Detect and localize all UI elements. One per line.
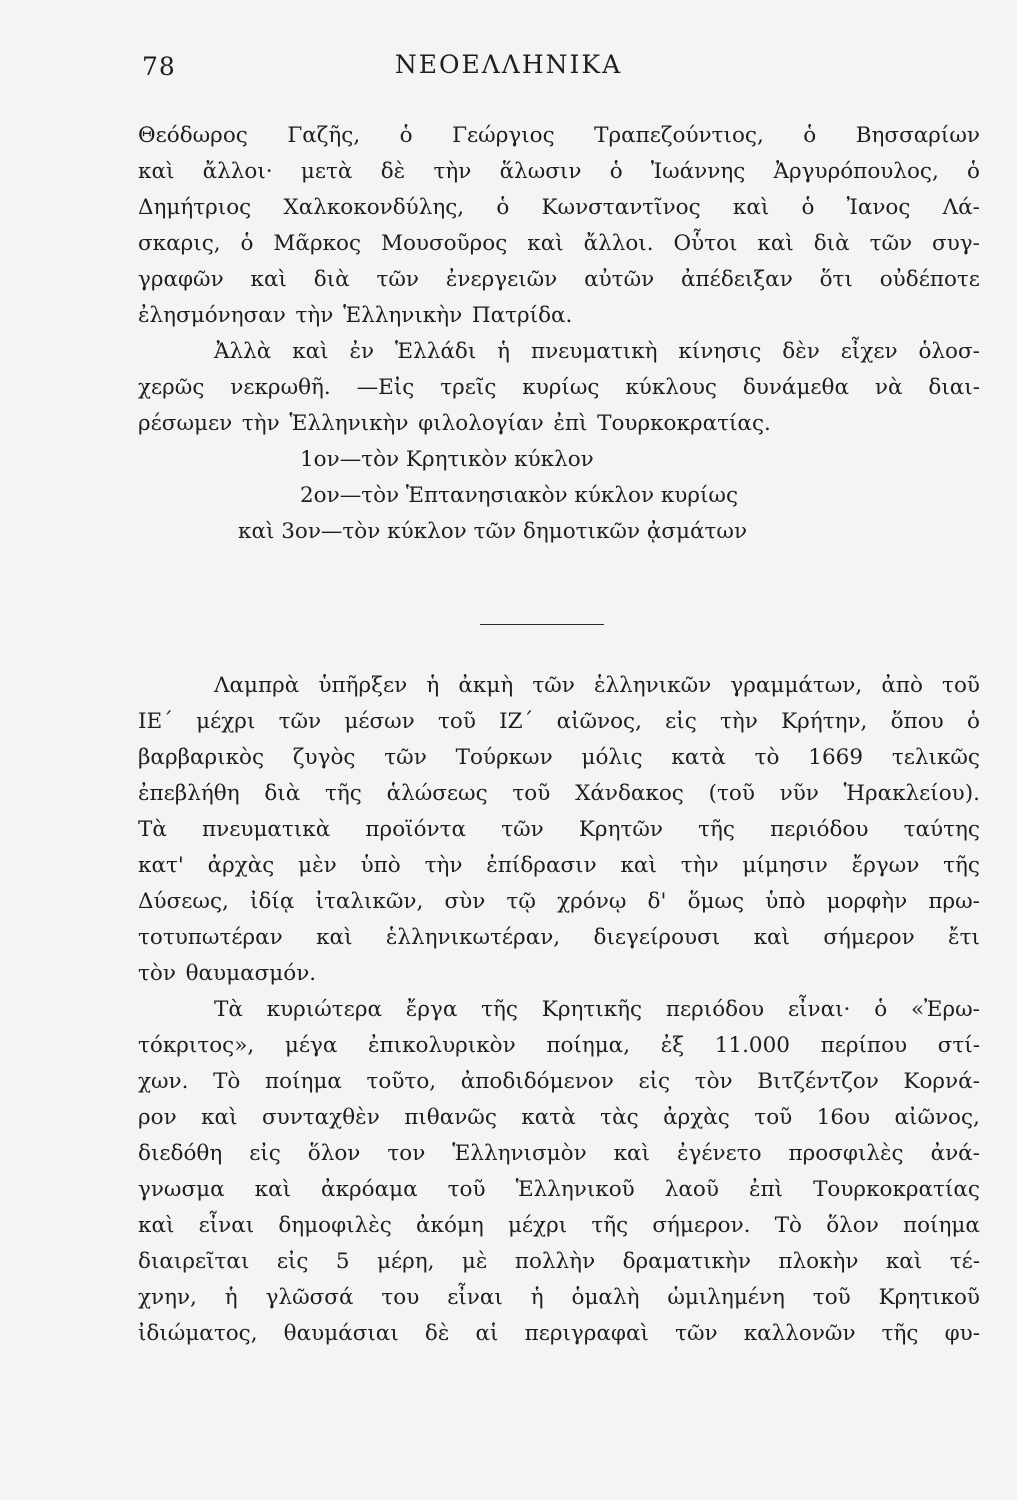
word: Λαμπρὰ: [214, 673, 300, 698]
word: μετὰ: [300, 159, 353, 184]
word: τῶν: [376, 267, 419, 292]
word: καὶ: [527, 231, 564, 256]
word: Κρητικοῦ: [878, 1285, 980, 1310]
page-number: 78: [142, 52, 176, 81]
word: σὺν: [444, 889, 486, 914]
word: περιόδου: [665, 997, 765, 1022]
word: συνταχθὲν: [261, 1105, 380, 1130]
word: εἶναι·: [787, 997, 851, 1022]
word: Βιτζέντζον: [757, 1069, 879, 1094]
word: ὁμαλὴ: [571, 1285, 640, 1310]
word: πολλὴν: [514, 1249, 596, 1274]
word: του: [381, 1285, 420, 1310]
word: καὶ: [138, 159, 175, 184]
word: ἀπὸ: [881, 673, 923, 698]
word: τὴν: [680, 853, 719, 878]
word: ρον: [138, 1105, 177, 1130]
upper-text-block: [138, 118, 980, 550]
word: ταύτης: [903, 817, 980, 842]
word: τοῦ: [812, 1285, 851, 1310]
cycle-item: 1ον—τὸν Κρητικὸν κύκλον: [300, 447, 594, 472]
word: ἀρχὰς: [207, 853, 275, 878]
word: καὶ: [885, 1249, 923, 1274]
word: διὰ: [264, 781, 301, 806]
word: ποίημα: [265, 1069, 342, 1094]
word: τὸν: [694, 1069, 733, 1094]
word: πνευματικὰ: [202, 817, 331, 842]
word: Οὗτοι: [673, 231, 738, 256]
word: Γεώργιος: [452, 123, 555, 148]
word: λαοῦ: [664, 1177, 719, 1202]
text-line: [138, 1172, 980, 1208]
word: κατὰ: [521, 1105, 576, 1130]
word: διαι-: [928, 375, 980, 400]
word: ἔργα: [405, 997, 458, 1022]
word: αἰῶνος,: [894, 1105, 980, 1130]
text-line: [138, 1064, 980, 1100]
text-line: [138, 370, 980, 406]
word: Κρητικῆς: [541, 997, 643, 1022]
word: ὁ: [240, 231, 254, 256]
word: τῶν: [675, 1321, 718, 1346]
word: ἐπὶ: [748, 1177, 784, 1202]
word: ὡμιλημένη: [667, 1285, 785, 1310]
word: τῷ: [506, 889, 536, 914]
word: ἔργων: [851, 853, 920, 878]
word: χων.: [138, 1069, 189, 1094]
word: τῶν: [501, 817, 544, 842]
word: ὁ: [967, 159, 980, 184]
word: προϊόντα: [365, 817, 466, 842]
word: δὲ: [424, 1321, 450, 1346]
text-line: [138, 920, 980, 956]
word: ὅλον: [826, 1213, 879, 1238]
word: τοῦ: [512, 781, 551, 806]
word: Τούρκων: [455, 745, 553, 770]
word: ἰδιώματος,: [138, 1321, 258, 1346]
word: Ἑλληνικοῦ: [515, 1177, 635, 1202]
word: ἡ: [426, 673, 440, 698]
word: 1669: [808, 745, 863, 770]
running-title: ΝΕΟΕΛΛΗΝΙΚΑ: [394, 50, 623, 79]
word: τῆς: [481, 997, 518, 1022]
word: ἀνά-: [930, 1141, 980, 1166]
text-line: [138, 848, 980, 884]
text-line: [138, 812, 980, 848]
word: ὁ: [496, 195, 510, 220]
word: τὴν: [424, 853, 463, 878]
word: Τὸ: [774, 1213, 803, 1238]
word: ἐλησμόνησαν: [138, 303, 286, 328]
word: τελικῶς: [891, 745, 980, 770]
word: 11.000: [714, 1033, 790, 1058]
text-line: [138, 956, 980, 992]
word: εἰς: [638, 1069, 671, 1094]
word: χρόνῳ: [557, 889, 627, 914]
word: καὶ: [613, 1141, 650, 1166]
word: διὰ: [313, 267, 350, 292]
section-divider: [480, 624, 604, 625]
word: Τουρκοκρατίας.: [597, 411, 771, 436]
word: ἐπίδρασιν: [486, 853, 597, 878]
word: μέρη,: [377, 1249, 435, 1274]
word: πνευματικὴ: [530, 339, 658, 364]
word: ἐξ: [660, 1033, 685, 1058]
text-line: [138, 1100, 980, 1136]
word: Κρήτην,: [781, 709, 868, 734]
word: νεκρωθῆ.: [230, 375, 331, 400]
word: εἶναι: [198, 1213, 255, 1238]
word: ὁ: [966, 709, 980, 734]
word: Βησσαρίων: [855, 123, 980, 148]
word: καὶ: [292, 339, 329, 364]
text-line: [138, 992, 980, 1028]
word: καὶ: [316, 925, 353, 950]
word: μέσων: [344, 709, 415, 734]
word: καὶ: [201, 1105, 238, 1130]
text-line: [138, 1244, 980, 1280]
word: σήμερον: [823, 925, 915, 950]
word: τὴν: [241, 411, 280, 436]
word: «Ἐρω-: [910, 997, 980, 1022]
word: τοῦτο,: [366, 1069, 437, 1094]
word: Πατρίδα.: [471, 303, 573, 328]
text-line: [138, 406, 980, 442]
word: διεδόθη: [138, 1141, 223, 1166]
word: Τραπεζούντιος,: [594, 123, 764, 148]
word: καὶ: [254, 1177, 292, 1202]
word: ὁ: [609, 159, 623, 184]
word: τὸ: [754, 745, 780, 770]
word: ρέσωμεν: [138, 411, 233, 436]
word: θαυμασμόν.: [185, 961, 317, 986]
word: τοτυπωτέραν: [138, 925, 283, 950]
text-line: [138, 1136, 980, 1172]
word: ποίημα: [902, 1213, 980, 1238]
word: ἐγένετο: [676, 1141, 762, 1166]
word: κίνησις: [678, 339, 762, 364]
word: Μουσοῦρος: [380, 231, 508, 256]
word: αἱ: [475, 1321, 499, 1346]
word: χερῶς: [138, 375, 205, 400]
word: εἰς: [276, 1249, 309, 1274]
text-line: [138, 154, 980, 190]
word: τῶν: [278, 709, 322, 734]
word: τοῦ: [447, 1177, 486, 1202]
word: νὰ: [874, 375, 903, 400]
word: ἡ: [530, 1285, 544, 1310]
text-line: [138, 298, 980, 334]
word: ΙΕ΄: [138, 709, 173, 734]
word: περίπου: [820, 1033, 908, 1058]
text-line: [138, 668, 980, 704]
word: περιγραφαὶ: [524, 1321, 649, 1346]
word: Κορνά-: [903, 1069, 980, 1094]
word: τῆς: [881, 1321, 919, 1346]
word: Γαζῆς,: [287, 123, 361, 148]
cycle-item: καὶ 3ον—τὸν κύκλον τῶν δημοτικῶν ᾀσμάτων: [238, 519, 748, 544]
word: καὶ: [753, 925, 790, 950]
word: πρω-: [928, 889, 980, 914]
word: 5: [335, 1249, 350, 1274]
word: πιθανῶς: [404, 1105, 497, 1130]
word: —Εἰς: [356, 375, 415, 400]
word: Ἰωάννης: [650, 159, 746, 184]
word: Ἰανος: [846, 195, 911, 220]
word: συγ-: [932, 231, 980, 256]
word: ἰταλικῶν,: [315, 889, 424, 914]
word: διαιρεῖται: [138, 1249, 250, 1274]
word: ποίημα,: [546, 1033, 631, 1058]
word: ἁλώσεως: [386, 781, 488, 806]
word: περιόδου: [770, 817, 869, 842]
word: διὰ: [813, 231, 850, 256]
word: σήμερον.: [652, 1213, 751, 1238]
word: τὴν: [720, 709, 758, 734]
text-line: [138, 118, 980, 154]
word: ἐπεβλήθη: [138, 781, 240, 806]
word: οὐδέποτε: [879, 267, 980, 292]
word: τοῦ: [942, 673, 980, 698]
word: (τοῦ: [708, 781, 755, 806]
word: εἰς: [249, 1141, 281, 1166]
word: μίμησιν: [742, 853, 828, 878]
word: καὶ: [620, 853, 657, 878]
word: ἅλωσιν: [499, 159, 582, 184]
text-line: [138, 262, 980, 298]
word: διεγείρουσι: [593, 925, 721, 950]
word: βαρβαρικὸς: [138, 745, 265, 770]
word: ἀκμὴ: [458, 673, 514, 698]
word: μὲν: [298, 853, 337, 878]
word: θαυμάσιαι: [283, 1321, 399, 1346]
word: ἐν: [349, 339, 375, 364]
word: τόκριτος»,: [138, 1033, 255, 1058]
word: σκαρις,: [138, 231, 221, 256]
word: Ἑλληνικὴν: [343, 303, 463, 328]
word: ὁ: [803, 123, 817, 148]
word: ἀκρόαμα: [321, 1177, 418, 1202]
word: καὶ: [138, 1213, 175, 1238]
word: Ἑλληνικὴν: [289, 411, 409, 436]
word: 16ου: [816, 1105, 871, 1130]
word: Ἑλληνισμὸν: [452, 1141, 587, 1166]
word: φυ-: [944, 1321, 980, 1346]
word: φιλολογίαν: [418, 411, 544, 436]
word: εἶχεν: [840, 339, 898, 364]
text-line: [138, 226, 980, 262]
word: Τὰ: [138, 817, 167, 842]
word: δ': [647, 889, 667, 914]
word: δημοφιλὲς: [278, 1213, 392, 1238]
word: Κωνσταντῖνος: [541, 195, 701, 220]
word: κυριώτερα: [266, 997, 382, 1022]
word: ἀποδιδόμενον: [460, 1069, 614, 1094]
word: μὲ: [461, 1249, 488, 1274]
word: ἐπὶ: [553, 411, 588, 436]
word: τρεῖς: [440, 375, 497, 400]
word: ἀρχὰς: [663, 1105, 730, 1130]
word: ὁ: [874, 997, 888, 1022]
word: Ἀλλὰ: [214, 339, 272, 364]
word: γραφῶν: [138, 267, 224, 292]
word: ἀκόμη: [415, 1213, 484, 1238]
word: τὰς: [600, 1105, 639, 1130]
word: καὶ: [757, 231, 794, 256]
word: τῆς: [324, 781, 362, 806]
word: δραματικὴν: [622, 1249, 751, 1274]
word: ἐνεργειῶν: [445, 267, 558, 292]
word: ὁλοσ-: [918, 339, 980, 364]
word: ἐπικολυρικὸν: [367, 1033, 516, 1058]
word: τῆς: [698, 817, 735, 842]
word: ἡ: [497, 339, 511, 364]
word: ὅτι: [819, 267, 853, 292]
word: δυνάμεθα: [742, 375, 850, 400]
word: Τὰ: [214, 997, 243, 1022]
cycle-item: 2ον—τὸν Ἑπτανησιακὸν κύκλον κυρίως: [300, 483, 738, 508]
word: μέγα: [284, 1033, 338, 1058]
word: Χάνδακος: [575, 781, 684, 806]
word: ἰδίᾳ: [250, 889, 295, 914]
text-line: [138, 1028, 980, 1064]
word: τοῦ: [754, 1105, 793, 1130]
word: τῶν: [869, 231, 913, 256]
word: Τουρκοκρατίας: [813, 1177, 980, 1202]
word: τὴν: [295, 303, 334, 328]
word: Μᾶρκος: [273, 231, 362, 256]
word: προσφιλὲς: [788, 1141, 904, 1166]
word: δὲ: [380, 159, 406, 184]
word: εἰς: [665, 709, 697, 734]
word: καὶ: [250, 267, 287, 292]
word: ὑπῆρξεν: [318, 673, 408, 698]
word: Ἀργυρόπουλος,: [773, 159, 939, 184]
word: Χαλκοκονδύλης,: [283, 195, 465, 220]
word: ἡ: [224, 1285, 238, 1310]
word: ἔτι: [948, 925, 980, 950]
text-line: [138, 704, 980, 740]
text-line: [138, 1208, 980, 1244]
word: τον: [387, 1141, 426, 1166]
text-line: [138, 740, 980, 776]
word: μορφὴν: [826, 889, 908, 914]
word: ὅμως: [687, 889, 745, 914]
word: καλλονῶν: [743, 1321, 856, 1346]
word: Ἑλλάδι: [395, 339, 477, 364]
word: τέ-: [949, 1249, 980, 1274]
word: Κρητῶν: [578, 817, 663, 842]
word: νῦν: [779, 781, 819, 806]
word: εἶναι: [447, 1285, 503, 1310]
word: ὅλον: [307, 1141, 361, 1166]
word: τῶν: [532, 673, 575, 698]
word: κυρίως: [522, 375, 600, 400]
word: Λά-: [942, 195, 980, 220]
text-line: [138, 1316, 980, 1352]
word: μέχρι: [507, 1213, 568, 1238]
word: αὐτῶν: [584, 267, 655, 292]
word: Ἡρακλείου).: [843, 781, 980, 806]
word: κύκλους: [625, 375, 717, 400]
word: μόλις: [581, 745, 643, 770]
word: καὶ: [732, 195, 770, 220]
word: στί-: [937, 1033, 980, 1058]
word: Δύσεως,: [138, 889, 229, 914]
word: τῆς: [943, 853, 980, 878]
word: ὑπὸ: [765, 889, 806, 914]
word: ἄλλοι.: [583, 231, 654, 256]
word: ἑλληνικῶν: [594, 673, 712, 698]
word: ΙΖ΄: [499, 709, 534, 734]
word: πλοκὴν: [778, 1249, 859, 1274]
text-line: [138, 776, 980, 812]
word: ἀπέδειξαν: [681, 267, 793, 292]
word: τῆς: [591, 1213, 629, 1238]
word: κατὰ: [671, 745, 726, 770]
word: τὴν: [433, 159, 472, 184]
word: γλῶσσά: [265, 1285, 354, 1310]
word: Δημήτριος: [138, 195, 252, 220]
text-line: [138, 334, 980, 370]
word: μέχρι: [196, 709, 256, 734]
text-line: [138, 884, 980, 920]
word: γνωσμα: [138, 1177, 225, 1202]
text-line: [138, 190, 980, 226]
word: ὁ: [801, 195, 815, 220]
text-line: [138, 1280, 980, 1316]
word: ἑλληνικωτέραν,: [385, 925, 561, 950]
word: τοῦ: [437, 709, 476, 734]
word: τὸν: [138, 961, 176, 986]
lower-text-block: [138, 668, 980, 1352]
word: ὁ: [399, 123, 413, 148]
word: ὑπὸ: [360, 853, 401, 878]
word: δὲν: [782, 339, 820, 364]
word: κατ': [138, 853, 184, 878]
word: χνην,: [138, 1285, 197, 1310]
word: ἄλλοι·: [202, 159, 273, 184]
word: αἰῶνος,: [556, 709, 642, 734]
word: Θεόδωρος: [138, 123, 248, 148]
word: τῶν: [384, 745, 427, 770]
word: ὅπου: [890, 709, 944, 734]
word: ζυγὸς: [292, 745, 356, 770]
word: γραμμάτων,: [730, 673, 863, 698]
word: Τὸ: [213, 1069, 241, 1094]
